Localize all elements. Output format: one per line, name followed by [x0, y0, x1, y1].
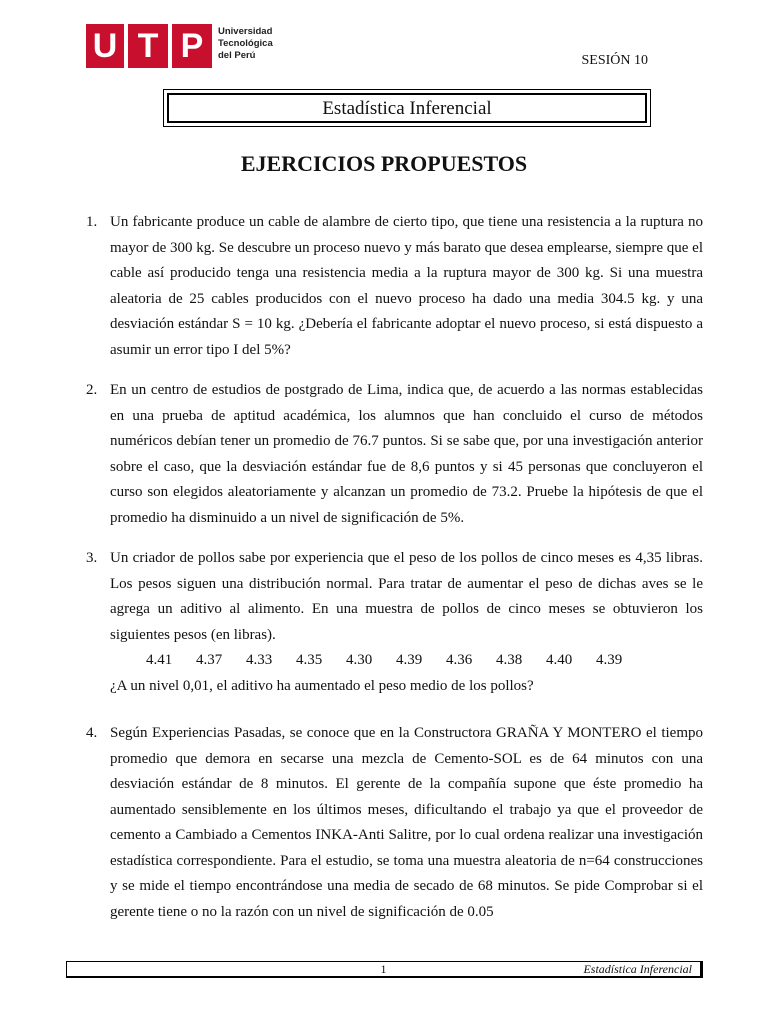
logo-subtitle-line: del Perú [218, 50, 256, 61]
page-heading: EJERCICIOS PROPUESTOS [240, 151, 528, 176]
logo-letter-t: T [128, 24, 168, 68]
session-label: SESIÓN 10 [581, 53, 648, 68]
exercise-item [86, 546, 703, 699]
page-footer [66, 961, 703, 978]
exercise-paragraph: Un criador de pollos sabe por experiencia que el peso de los pollos de cinco meses es 4,35 libras. Los pesos siguen una distribución normal. Para tratar de aumentar el peso de dichas aves se le agrega un aditivo al alimento. En una muestra de pollos de cinco meses se obtuvieron los siguientes pesos (en libras). [110, 550, 703, 643]
exercise-number: 4. [86, 725, 98, 741]
weight-value: 4.39 [396, 652, 423, 668]
exercise-text: En un centro de estudios de postgrado de Lima, indica que, de acuerdo a las normas establecidas en una prueba de aptitud académica, los alumnos que han concluido el curso de métodos numéricos debían tener un promedio de 76.7 puntos. Si se sabe que, por una investigación anterior sobre el caso, que la desviación estándar fue de 8,6 puntos y si 45 personas que concluyeron el curso son elegidos aleatoriamente y alcanzan un promedio de 73.2. Pruebe la hipótesis de que el promedio ha disminuido a un nivel de significación de 5%. [110, 382, 703, 526]
page-number: 1 [380, 962, 387, 976]
exercise-text: Un fabricante produce un cable de alambre de cierto tipo, que tiene una resistencia a la ruptura no mayor de 300 kg. Se descubre un proceso nuevo y más barato que desea emplearse, siempre que el cable así producido tenga una resistencia media a la ruptura mayor de 300 kg. Si una muestra aleatoria de 25 cables producidos con el nuevo proceso ha dado una media 304.5 kg. y una desviación estándar S = 10 kg. ¿Debería el fabricante adoptar el nuevo proceso, si está dispuesto a asumir un error tipo I del 5%? [110, 214, 703, 358]
weights-list [146, 648, 703, 674]
weight-value: 4.38 [496, 652, 523, 668]
exercise-item [86, 210, 703, 363]
exercise-number: 1. [86, 214, 98, 230]
weight-value: 4.37 [196, 652, 223, 668]
weight-value: 4.41 [146, 652, 173, 668]
weight-value: 4.40 [546, 652, 573, 668]
exercise-text: Según Experiencias Pasadas, se conoce que en la Constructora GRAÑA Y MONTERO el tiempo promedio que demora en secarse una mezcla de Cemento-SOL es de 64 minutos con una desviación estándar de 8 minutos. El gerente de la compañía supone que éste promedio ha aumentado sensiblemente en los últimos meses, dificultando el trabajo ya que el proveedor de cemento a Cambiado a Cementos INKA-Anti Salitre, por lo cual ordena realizar una investigación estadística correspondiente. Para el estudio, se toma una muestra aleatoria de n=64 construcciones y se mide el tiempo encontrándose una media de secado de 68 minutos. Se pide Comprobar si el gerente tiene o no la razón con un nivel de significación de 0.05 [110, 725, 703, 920]
course-title-box [163, 89, 651, 127]
logo-subtitle-line: Tecnológica [218, 38, 273, 49]
weight-value: 4.36 [446, 652, 473, 668]
exercise-number: 2. [86, 382, 98, 398]
logo-letter-u: U [86, 24, 124, 68]
weight-value: 4.35 [296, 652, 323, 668]
weight-value: 4.33 [246, 652, 273, 668]
logo-subtitle-line: Universidad [218, 26, 273, 37]
exercise-number: 3. [86, 550, 98, 566]
footer-title: Estadística Inferencial [583, 962, 692, 976]
exercise-item [86, 378, 703, 531]
logo-letter-p: P [172, 24, 212, 68]
exercise-text [110, 546, 703, 699]
logo-subtitle [218, 26, 298, 62]
exercise-item [86, 721, 703, 925]
course-title: Estadística Inferencial [167, 93, 647, 123]
exercise-question: ¿A un nivel 0,01, el aditivo ha aumentado el peso medio de los pollos? [110, 677, 534, 694]
weight-value: 4.30 [346, 652, 373, 668]
weight-value: 4.39 [596, 652, 623, 668]
